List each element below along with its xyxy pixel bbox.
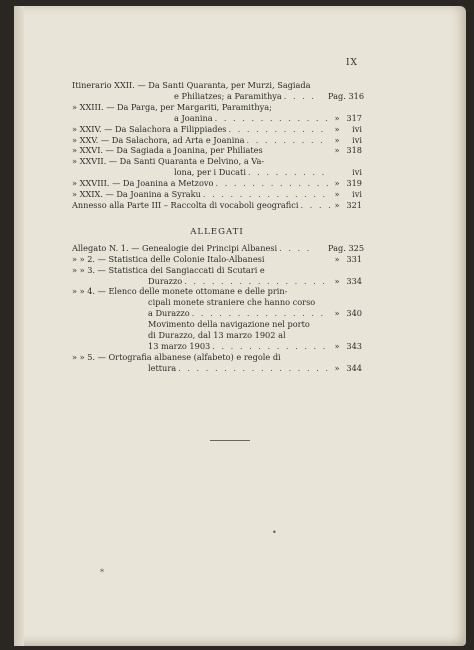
toc-entry-title: — Elenco delle monete ottomane e delle prin- [97, 286, 288, 297]
toc-entry [72, 297, 362, 308]
ditto-mark: » [334, 189, 340, 200]
toc-entry-prefix: » [72, 178, 78, 189]
page-reference: ivi [352, 167, 362, 178]
toc-entry [72, 265, 362, 276]
toc-entry-title: XXV. — Da Salachora, ad Arta e Joanina [79, 134, 245, 145]
dot-leader [178, 363, 330, 374]
page-reference: 344 [346, 362, 362, 373]
toc-entry-prefix: » » 4. [72, 286, 96, 297]
dot-leader [284, 91, 316, 102]
toc-entry [72, 167, 362, 178]
toc-entry-title: lettura [148, 362, 177, 373]
toc-entry-text [72, 167, 246, 178]
page-gutter [14, 6, 24, 646]
toc-entry-title: — Statistica delle Colonie Italo-Albanesi [97, 253, 265, 264]
page-reference: 340 [346, 308, 362, 319]
toc-entry-text [72, 178, 213, 189]
toc-entry [72, 189, 362, 200]
toc-entry [72, 254, 362, 265]
toc-entry-prefix: » [72, 123, 78, 134]
toc-entry-text [72, 156, 264, 167]
page-reference: ivi [352, 123, 362, 134]
page-reference: Pag. 325 [328, 242, 365, 253]
toc-entry-text [72, 200, 298, 211]
toc-entry-title: a Joanina [174, 112, 213, 123]
toc-entry-title: cipali monete straniere che hanno corso [148, 297, 316, 308]
toc-entry-text [72, 265, 265, 276]
toc-entry-text [72, 113, 213, 124]
dot-leader [300, 200, 330, 211]
page-reference: 321 [346, 199, 362, 210]
toc-entry-title: — Ortografia albanese (alfabeto) e regole di [97, 351, 281, 362]
toc-entry [72, 200, 362, 211]
toc-entry-text [72, 352, 281, 363]
table-of-contents [72, 80, 365, 374]
toc-entry-text [72, 363, 176, 374]
ditto-mark: » [334, 112, 340, 123]
toc-entry [72, 276, 362, 287]
toc-entry-text [72, 135, 245, 146]
allegati-heading: ALLEGATI [190, 226, 244, 237]
toc-entry-title: — Statistica dei Sangiaccati di Scutari e [97, 264, 265, 275]
dot-leader [203, 189, 330, 200]
ditto-mark: » [334, 275, 340, 286]
toc-entry [72, 341, 362, 352]
toc-entry-prefix: » » 5. [72, 351, 96, 362]
ditto-mark: » [334, 253, 340, 264]
toc-entry-prefix: » » 2. [72, 253, 96, 264]
page-reference: 331 [346, 253, 362, 264]
section-gap [72, 211, 362, 221]
toc-entry-title: — Genealogie dei Principi Albanesi [131, 242, 278, 253]
page-speck: • [272, 528, 277, 537]
toc-entry [72, 80, 362, 91]
ditto-mark: » [334, 199, 340, 210]
toc-entry [72, 352, 362, 363]
toc-entry-text [72, 341, 210, 352]
ditto-mark: » [334, 362, 340, 373]
dot-leader [229, 124, 330, 135]
ditto-mark: » [334, 145, 340, 156]
ditto-mark: » [334, 123, 340, 134]
dot-leader [215, 113, 330, 124]
dot-leader [184, 276, 330, 287]
page-reference: 317 [346, 112, 362, 123]
dot-leader [247, 135, 331, 146]
ditto-mark: » [334, 308, 340, 319]
ditto-mark: » [334, 340, 340, 351]
toc-entry-title: XXVI. — Da Sagiada a Joanina, per Philiates [79, 145, 263, 156]
closing-rule [210, 440, 250, 441]
toc-entry-title: XXIV. — Da Salachora a Filippiades [79, 123, 227, 134]
ditto-mark: » [334, 134, 340, 145]
toc-entry-text [72, 330, 286, 341]
toc-entry [72, 286, 362, 297]
toc-entry-prefix: Allegato N. 1. [72, 242, 129, 253]
dot-leader [215, 178, 330, 189]
toc-entry-title: e Philiatzes; a Paramithya [174, 90, 282, 101]
toc-entry-title: 13 marzo 1903 [148, 340, 211, 351]
page-number: IX [346, 58, 358, 68]
toc-entry-text [72, 319, 310, 330]
page-reference: ivi [352, 189, 362, 200]
ditto-mark: » [334, 178, 340, 189]
toc-entry-title: — Da Santi Quaranta, per Murzi, Sagiada [137, 80, 311, 90]
toc-entry [72, 242, 365, 254]
toc-entry-prefix: » [72, 134, 78, 145]
toc-entry [72, 124, 362, 135]
toc-entry-title: Annesso alla Parte III – Raccolta di vocaboli geografici [72, 199, 299, 210]
toc-entry [72, 135, 362, 146]
toc-entry [72, 90, 365, 102]
toc-entry-title: lona, per i Ducati [174, 167, 246, 178]
toc-entry [72, 156, 362, 167]
dot-leader [212, 341, 330, 352]
toc-entry-title: Durazzo [148, 275, 183, 286]
toc-entry-text [72, 243, 277, 254]
toc-entry [72, 330, 362, 341]
itinerari-list [72, 80, 365, 211]
toc-entry-text [72, 308, 190, 319]
page-reference: 318 [346, 145, 362, 156]
toc-entry-text [72, 80, 311, 91]
toc-entry-text [72, 189, 201, 200]
toc-entry-text [72, 254, 264, 265]
toc-entry-text [72, 145, 263, 156]
toc-entry-text [72, 91, 282, 102]
toc-entry [72, 145, 362, 156]
page-reference: 343 [346, 340, 362, 351]
toc-entry-prefix: » [72, 101, 78, 112]
toc-entry-title: a Durazzo [148, 308, 190, 319]
toc-entry-text [72, 276, 182, 287]
toc-entry [72, 178, 362, 189]
page-speck-asterisk: * [100, 568, 104, 577]
toc-entry [72, 113, 362, 124]
toc-entry-title: XXVIII. — Da Joanina a Metzovo [79, 178, 214, 189]
toc-entry-text [72, 297, 315, 308]
toc-entry-prefix: » [72, 189, 78, 200]
page-reference: 334 [346, 275, 362, 286]
dot-leader [192, 308, 330, 319]
toc-entry-text [72, 286, 287, 297]
toc-entry-title: XXIII. — Da Parga, per Margariti, Paramithya; [79, 101, 272, 112]
toc-entry [72, 319, 362, 330]
toc-entry-title: Movimento della navigazione nel porto [148, 319, 310, 330]
dot-leader [279, 243, 316, 254]
toc-entry [72, 363, 362, 374]
toc-entry-prefix: » » 3. [72, 264, 96, 275]
toc-entry [72, 102, 362, 113]
allegati-list [72, 242, 365, 374]
dot-leader [248, 167, 330, 178]
toc-entry-prefix: Itinerario XXII. [72, 80, 135, 90]
toc-entry-text [72, 102, 272, 113]
toc-entry-title: XXIX. — Da Joanina a Syraku [79, 189, 201, 200]
toc-entry [72, 308, 362, 319]
toc-entry-text [72, 124, 227, 135]
page-reference: Pag. 316 [328, 90, 365, 101]
page-reference: 319 [346, 178, 362, 189]
toc-entry-prefix: » [72, 156, 78, 167]
toc-entry-prefix: » [72, 145, 78, 156]
page-reference: ivi [352, 134, 362, 145]
toc-entry-title: XXVII. — Da Santi Quaranta e Delvino, a Va- [79, 156, 265, 167]
toc-entry-title: di Durazzo, dal 13 marzo 1902 al [148, 330, 286, 341]
